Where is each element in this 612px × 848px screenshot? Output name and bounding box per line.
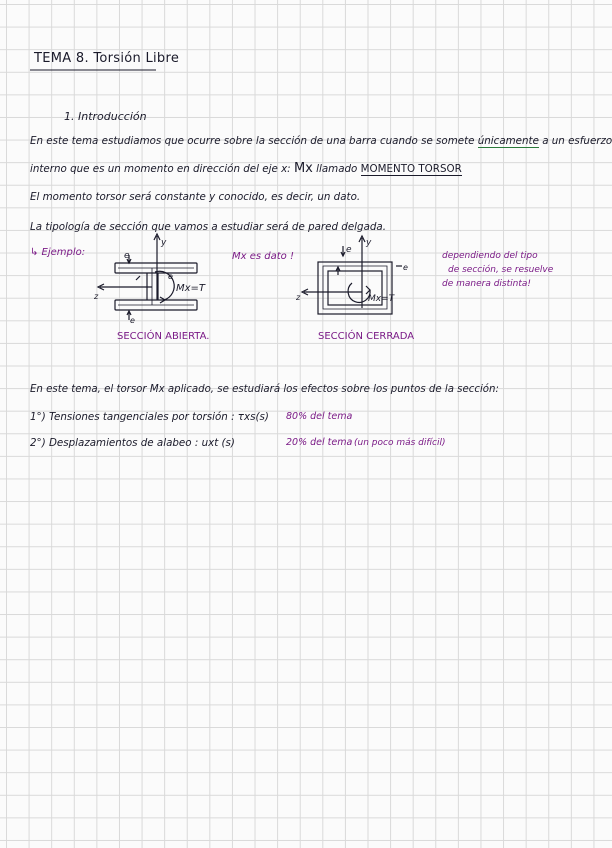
- side-note-line-1: dependiendo del tipo: [442, 251, 538, 261]
- closed-moment-label: Mx=T: [368, 294, 395, 304]
- page-title-text: TEMA 8. Torsión Libre: [34, 51, 180, 66]
- side-note: [442, 249, 553, 291]
- effect-item-2: 2°) Desplazamientos de alabeo : uxt (s): [30, 437, 235, 449]
- closed-e-top-label: e: [346, 245, 352, 255]
- effects-intro: En este tema, el torsor Mx aplicado, se estudiará los efectos sobre los puntos de la sección:: [30, 384, 499, 395]
- open-moment-label: Mx=T: [176, 283, 206, 294]
- section-heading: 1. Introducción: [64, 110, 147, 123]
- open-e-top-label: e: [124, 251, 130, 261]
- open-z-label: z: [94, 292, 99, 301]
- paragraph-2: El momento torsor será constante y conocido, es decir, un dato.: [30, 191, 361, 203]
- side-note-line-2: de sección, se resuelve: [448, 265, 554, 275]
- example-label: ↳ Ejemplo:: [30, 247, 86, 258]
- p1-line2-text-a: interno que es un momento en dirección del eje x:: [30, 163, 291, 175]
- paragraph-1-line-1: [30, 134, 612, 148]
- p1-text-b: a un esfuerzo: [542, 135, 612, 147]
- closed-z-label: z: [296, 293, 301, 302]
- p1-line2-text-b: llamado: [316, 163, 358, 175]
- page-title: [34, 52, 179, 66]
- effect-item-1: 1°) Tensiones tangenciales por torsión : τxs(s): [30, 411, 269, 423]
- effect-item-2-extra: (un poco más difícil): [354, 438, 446, 448]
- closed-section-caption: SECCIÓN CERRADA: [318, 331, 415, 342]
- momento-torsor-term: MOMENTO TORSOR: [360, 163, 462, 175]
- p1-text-a: En este tema estudiamos que ocurre sobre la sección de una barra cuando se somete: [30, 135, 475, 147]
- mx-note: Mx es dato !: [232, 251, 294, 262]
- closed-y-label: y: [366, 238, 372, 248]
- effect-item-1-note: 80% del tema: [286, 411, 353, 422]
- open-y-label: y: [161, 238, 167, 248]
- closed-e-right-label: e: [403, 263, 408, 272]
- open-section-caption: SECCIÓN ABIERTA.: [117, 331, 210, 342]
- open-e-mid-label: e: [168, 272, 173, 281]
- p1-underlined-word: únicamente: [477, 135, 539, 147]
- paragraph-1-line-2: [30, 162, 462, 176]
- p1-mx-symbol: Mx: [293, 161, 313, 176]
- paragraph-3: La tipología de sección que vamos a estudiar será de pared delgada.: [30, 221, 387, 233]
- effect-item-2-note: 20% del tema: [286, 437, 353, 448]
- open-e-bottom-label: e: [130, 316, 135, 325]
- side-note-line-3: de manera distinta!: [442, 279, 531, 289]
